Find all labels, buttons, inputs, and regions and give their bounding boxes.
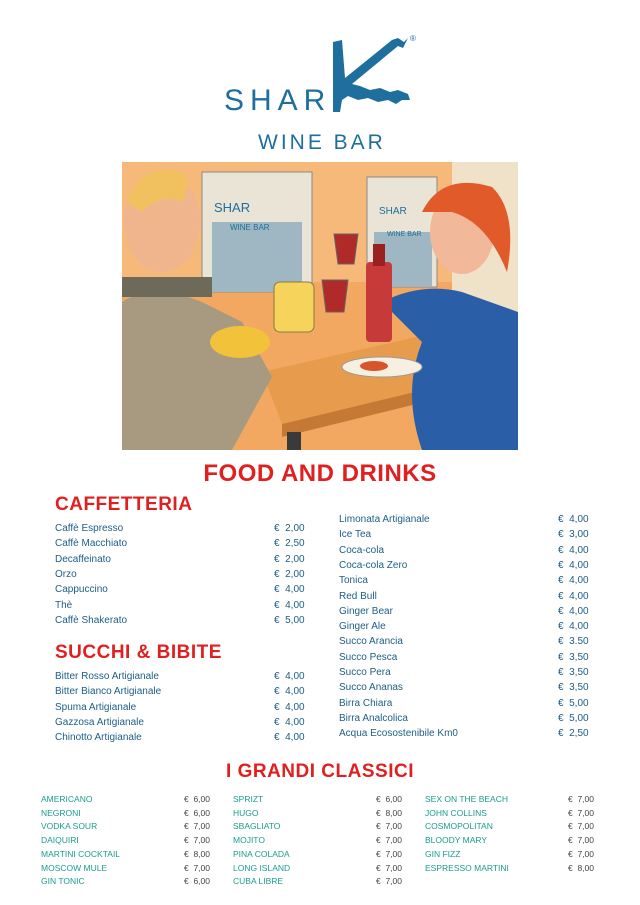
menu-item-name: CUBA LIBRE: [233, 876, 284, 887]
page-title: FOOD AND DRINKS: [203, 460, 437, 487]
menu-item-name: Bitter Rosso Artigianale: [55, 671, 159, 682]
menu-item-name: BLOODY MARY: [425, 835, 488, 846]
menu-item-price: € 4,00: [558, 575, 589, 587]
menu-item-price: € 4,00: [558, 605, 589, 617]
menu-item-price: € 7,00: [568, 835, 594, 846]
logo: [0, 0, 640, 160]
sign-sub-right: WINE BAR: [387, 231, 422, 238]
menu-item-name: SEX ON THE BEACH: [425, 794, 508, 804]
logo-subtitle: WINE BAR: [258, 131, 386, 154]
menu-item-price: € 3,00: [558, 529, 589, 541]
menu-item-price: € 4,00: [558, 590, 589, 602]
menu-item-price: € 7,00: [568, 848, 594, 859]
menu-item-price: € 4,00: [274, 671, 305, 682]
menu-item-name: Ginger Ale: [339, 621, 386, 633]
menu-item-price: € 7,00: [184, 821, 210, 832]
menu-item-price: € 4,00: [274, 732, 305, 744]
menu-item-name: SBAGLIATO: [233, 821, 281, 832]
menu-item-name: Orzo: [55, 568, 77, 580]
menu-item-price: € 2,00: [274, 568, 305, 580]
menu-item-price: € 6,00: [184, 876, 210, 887]
section-title-succhi: SUCCHI & BIBITE: [55, 642, 222, 663]
menu-item-name: Caffè Macchiato: [55, 538, 128, 550]
menu-item-name: Limonata Artigianale: [339, 514, 430, 525]
menu-item-price: € 4,00: [274, 584, 305, 596]
menu-item-price: € 2,50: [558, 728, 589, 740]
menu-item-name: Bitter Bianco Artigianale: [55, 686, 162, 698]
menu-item-name: Coca-cola: [339, 544, 385, 556]
logo-wordmark: SHAR: [224, 84, 332, 117]
menu-item-name: Ginger Bear: [339, 605, 393, 617]
menu-item-name: GIN TONIC: [41, 876, 85, 887]
menu-item-name: Succo Pera: [339, 667, 391, 678]
menu-item-price: € 4,00: [558, 514, 589, 525]
menu-item-price: € 7,00: [568, 807, 594, 818]
menu-item-name: Decaffeinato: [55, 553, 111, 565]
menu-item-price: € 4,00: [558, 621, 589, 633]
menu-item-name: JOHN COLLINS: [425, 807, 487, 818]
menu-item-name: Red Bull: [339, 590, 377, 602]
menu-item-price: € 5,00: [558, 712, 589, 724]
menu-item-price: € 8,00: [184, 848, 210, 859]
menu-item-price: € 7,00: [376, 876, 402, 887]
menu-item-price: € 3,50: [558, 682, 589, 694]
menu-item-price: € 4,00: [558, 544, 589, 556]
menu-item-name: MARTINI COCKTAIL: [41, 848, 121, 859]
menu-item-price: € 3,50: [558, 651, 589, 663]
menu-item-price: € 8,00: [568, 862, 594, 873]
menu-item-price: € 2,00: [274, 553, 305, 565]
menu-item-price: € 7,00: [376, 862, 402, 873]
menu-item-name: NEGRONI: [41, 807, 81, 818]
bar-scene-illustration: [122, 162, 518, 450]
menu-item-name: HUGO: [233, 807, 259, 818]
menu-item-name: SPRIZT: [233, 794, 264, 804]
menu-item-price: € 8,00: [376, 807, 402, 818]
menu-item-name: MOSCOW MULE: [41, 862, 108, 873]
menu-item-name: Spuma Artigianale: [55, 701, 137, 713]
menu-item-name: Ice Tea: [339, 529, 372, 541]
section-title-classici: I GRANDI CLASSICI: [226, 761, 414, 782]
menu-item-name: LONG ISLAND: [233, 862, 291, 873]
menu-item-name: Tonica: [339, 575, 368, 587]
section-title-caffetteria: CAFFETTERIA: [55, 494, 193, 515]
menu-item-price: € 4,00: [274, 686, 305, 698]
menu-item-name: Chinotto Artigianale: [55, 732, 142, 744]
menu-item-price: € 4,00: [558, 559, 589, 571]
menu-item-name: Birra Analcolica: [339, 712, 408, 724]
menu-item-price: € 6,00: [376, 794, 402, 804]
menu-item-name: Thè: [55, 599, 73, 611]
menu-item-name: MOJITO: [233, 835, 265, 846]
menu-item-price: € 7,00: [184, 862, 210, 873]
menu-item-price: € 7,00: [184, 835, 210, 846]
menu-item-name: Acqua Ecosostenibile Km0: [339, 728, 458, 740]
menu-item-price: € 2,00: [274, 523, 305, 534]
menu-item-price: € 7,00: [376, 848, 402, 859]
menu-item-name: Succo Arancia: [339, 636, 403, 648]
menu-item-name: PINA COLADA: [233, 848, 290, 859]
menu-item-name: DAIQUIRI: [41, 835, 79, 846]
menu-item-name: Caffè Espresso: [55, 523, 124, 534]
menu-item-name: Succo Ananas: [339, 682, 403, 694]
menu-item-name: AMERICANO: [41, 794, 93, 804]
menu-item-name: VODKA SOUR: [41, 821, 98, 832]
menu-item-name: Coca-cola Zero: [339, 559, 408, 571]
menu-item-price: € 2,50: [274, 538, 305, 550]
menu-item-name: Birra Chiara: [339, 697, 393, 709]
menu-item-price: € 5,00: [274, 614, 305, 626]
menu-item-price: € 7,00: [568, 821, 594, 832]
menu-item-name: GIN FIZZ: [425, 848, 461, 859]
registered-mark: ®: [410, 34, 416, 43]
menu-item-price: € 3.50: [558, 636, 589, 648]
menu-item-price: € 6,00: [184, 807, 210, 818]
menu-item-name: COSMOPOLITAN: [425, 821, 493, 832]
menu-item-price: € 7,00: [376, 821, 402, 832]
menu-item-price: € 7,00: [376, 835, 402, 846]
menu-item-price: € 4,00: [274, 599, 305, 611]
sign-logo-right: SHAR: [379, 206, 407, 217]
menu-item-name: Succo Pesca: [339, 651, 398, 663]
sign-logo-left: SHAR: [214, 200, 251, 215]
menu-item-price: € 7,00: [568, 794, 594, 804]
menu-item-price: € 6,00: [184, 794, 210, 804]
menu-item-price: € 4,00: [274, 716, 305, 728]
menu-item-price: € 4,00: [274, 701, 305, 713]
menu-item-price: € 5,00: [558, 697, 589, 709]
menu-item-price: € 3,50: [558, 667, 589, 678]
menu-item-name: Cappuccino: [55, 584, 108, 596]
menu-item-name: Gazzosa Artigianale: [55, 716, 144, 728]
menu-item-name: ESPRESSO MARTINI: [425, 862, 509, 873]
sign-sub-left: WINE BAR: [230, 223, 270, 232]
menu-item-name: Caffè Shakerato: [55, 614, 128, 626]
